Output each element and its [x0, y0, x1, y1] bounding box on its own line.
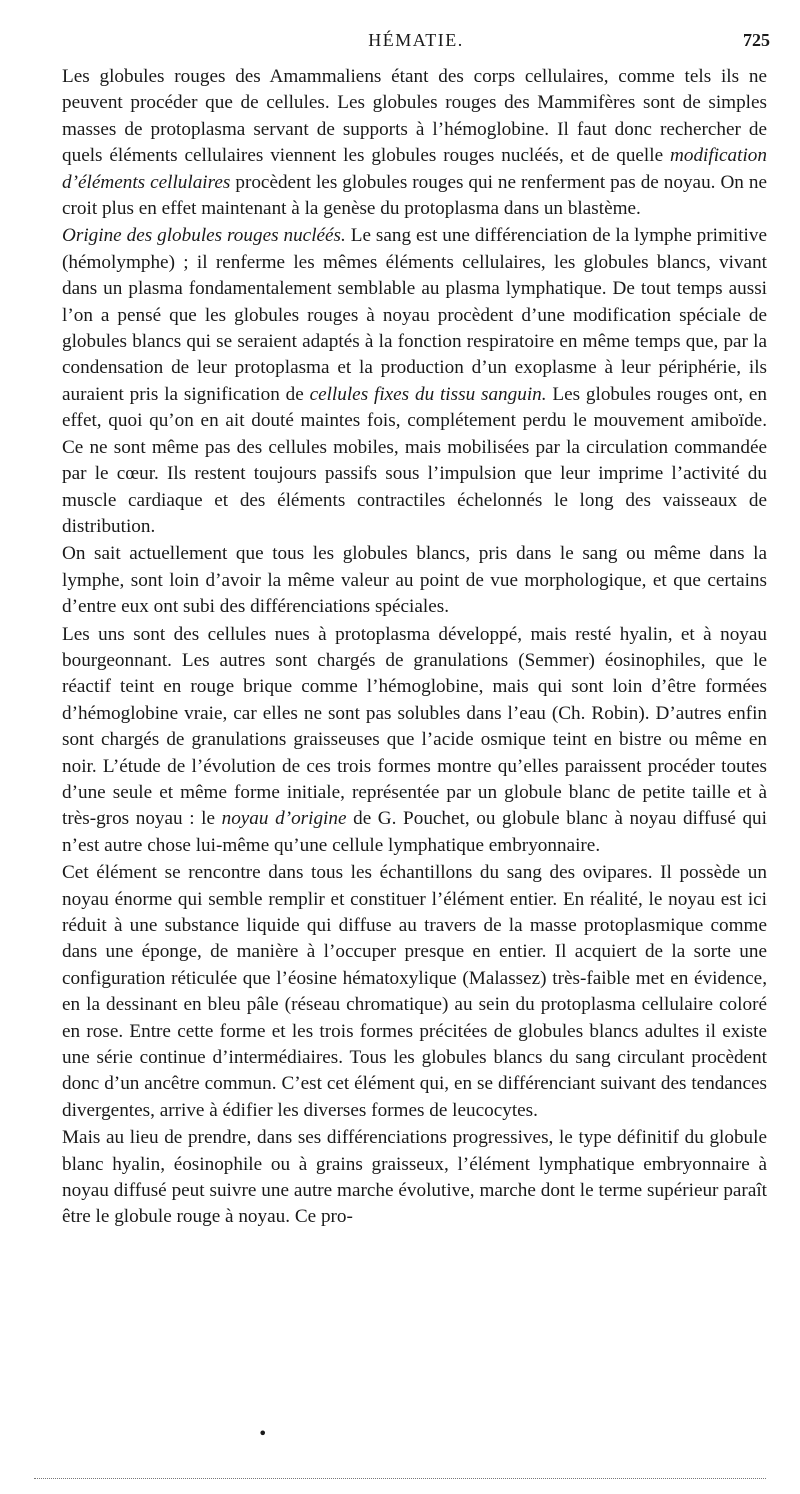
text-run: Les globules rouges des Amammaliens étant des corps cellulaires, comme tels ils ne peuvent procéder que de cellules. Les globules rouges des Mammifères sont de simples masses de protoplasma servant de supports à l’hémoglobine. Il faut donc rechercher de quels éléments cellulaires viennent les globules rouges nucléés, et de quelle [62, 66, 767, 167]
italic-text: cellules fixes du tissu sanguin. [309, 383, 547, 405]
italic-text: Origine des globules rouges nucléés. [62, 225, 346, 247]
italic-text: noyau d’origine [221, 808, 347, 830]
text-run: de G. Pouchet, ou globule blanc à noyau diffusé qui n’est autre chose lui-même qu’une cellule lymphatique embryonnaire. [62, 808, 767, 856]
text-run: Les globules rouges ont, en effet, quoi qu’on en ait douté maintes fois, complétement perdu le mouvement amiboïde. Ce ne sont même pas des cellules mobiles, mais mobilisées par la circulation commandée par le cœur. Ils restent toujours passifs sous l’impulsion que leur imprime l’activité du muscle cardiaque et des éléments contractiles échelonnés le long des vaisseaux de distribution. [62, 383, 767, 537]
text-run: Cet élément se rencontre dans tous les échantillons du sang des ovipares. Il possède un noyau énorme qui semble remplir et constituer l’élément entier. En réalité, le noyau est ici réduit à une substance liquide qui diffuse au travers de la masse protoplasmique comme dans une éponge, de manière à l’occuper presque en entier. Il acquiert de la sorte une configuration réticulée que l’éosine hématoxylique (Malassez) très-faible met en évidence, en la dessinant en bleu pâle (réseau chromatique) au sein du protoplasma cellulaire coloré en rose. Entre cette forme et les trois formes précitées de globules blancs adultes il existe une série continue d’intermédiaires. Tous les globules blancs du sang circulant procèdent donc d’un ancêtre commun. C’est cet élément qui, en se différenciant suivant des tendances divergentes, arrive à édifier les diverses formes de leucocytes. [62, 862, 767, 1121]
text-run: procèdent les globules rouges qui ne renferment pas de noyau. On ne croit plus en effet maintenant à la genèse du protoplasma dans un blastème. [62, 171, 767, 220]
paragraph [62, 860, 767, 1124]
italic-text: modification d’éléments cellulaires [62, 145, 767, 193]
text-run: Les uns sont des cellules nues à protoplasma développé, mais resté hyalin, et à noyau bourgeonnant. Les autres sont chargés de granulations (Semmer) éosinophiles, que le réactif teint en rouge brique comme l’hémoglobine, mais qui sont loin d’être formées d’hémoglobine vraie, car elles ne sont pas solubles dans l’eau (Ch. Robin). D’autres enfin sont chargés de granulations graisseuses que l’acide osmique teint en bistre ou même en noir. L’étude de l’évolution de ces trois formes montre qu’elles paraissent procéder toutes d’une seule et même forme initiale, représentée par un globule blanc de petite taille et à très-gros noyau : le [62, 623, 767, 830]
paragraph [62, 223, 767, 540]
paragraph [62, 622, 767, 860]
footer-rule [34, 1478, 766, 1479]
bullet-mark: • [258, 1424, 268, 1443]
text-run: On sait actuellement que tous les globules blancs, pris dans le sang ou même dans la lymphe, sont loin d’avoir la même valeur au point de vue morphologique, et que certains d’entre eux ont subi des différenciations spéciales. [62, 543, 767, 618]
text-run: Le sang est une différenciation de la lymphe primitive (hémolymphe) ; il renferme les mêmes éléments cellulaires, les globules blancs, vivant dans un plasma fondamentalement semblable au plasma lymphatique. De tout temps aussi l’on a pensé que les globules rouges à noyau procèdent d’une modification spéciale de globules blancs qui se seraient adaptés à la fonction respiratoire en même temps que, par la condensation de leur protoplasma et la production d’un exoplasme à leur périphérie, ils auraient pris la signification de [62, 225, 767, 405]
running-head [62, 30, 770, 54]
body-text [62, 64, 767, 1232]
paragraph [62, 541, 767, 620]
paragraph [62, 1125, 767, 1231]
running-title: HÉMATIE. [368, 30, 464, 50]
page-number: 725 [743, 30, 770, 50]
paragraph [62, 64, 767, 222]
text-run: Mais au lieu de prendre, dans ses différenciations progressives, le type définitif du globule blanc hyalin, éosinophile ou à grains graisseux, l’élément lymphatique embryonnaire à noyau diffusé peut suivre une autre marche évolutive, marche dont le terme supérieur paraît être le globule rouge à noyau. Ce pro- [62, 1127, 767, 1228]
